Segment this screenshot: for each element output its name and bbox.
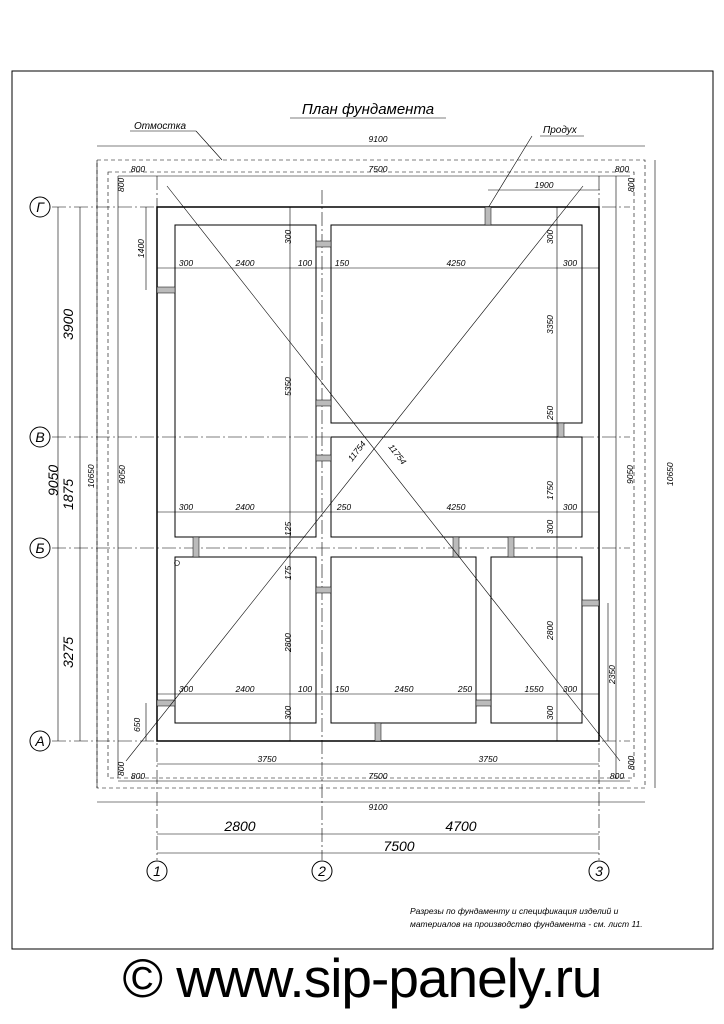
dim-r2-250: 250 bbox=[336, 502, 352, 512]
copyright-watermark: © www.sip-panely.ru bbox=[122, 947, 602, 1009]
dim-250: 250 bbox=[545, 405, 555, 420]
dim-300-bottom-right: 300 bbox=[545, 705, 555, 720]
dim-1900: 1900 bbox=[534, 180, 554, 190]
produh-label: Продух bbox=[543, 125, 577, 136]
dim-9100-top: 9100 bbox=[368, 134, 388, 144]
footnote-line-1: Разрезы по фундаменту и спецификация изделий и bbox=[410, 906, 619, 916]
vent-produh-top bbox=[485, 207, 491, 225]
dim-7500-bottom: 7500 bbox=[368, 771, 388, 781]
dim-125: 125 bbox=[283, 521, 293, 536]
diagonal-2 bbox=[167, 186, 620, 761]
dim-7500-top: 7500 bbox=[368, 164, 388, 174]
dim-800-side-bottom-left: 800 bbox=[116, 761, 126, 776]
dim-r3-2400: 2400 bbox=[235, 684, 255, 694]
dim-4700-bottom: 4700 bbox=[445, 818, 477, 834]
dim-1875: 1875 bbox=[60, 478, 76, 510]
dim-2800-left: 2800 bbox=[283, 633, 293, 652]
vent-right-2 bbox=[582, 600, 599, 606]
dim-r3-300a: 300 bbox=[178, 684, 194, 694]
sheet-frame bbox=[12, 71, 713, 949]
dim-3750-right: 3750 bbox=[478, 754, 498, 764]
plan-title: План фундамента bbox=[301, 101, 435, 118]
dim-r1-300v2: 300 bbox=[545, 229, 555, 244]
dim-r1-2400: 2400 bbox=[235, 258, 255, 268]
axis-label-A: А bbox=[35, 733, 45, 749]
dim-10650-left: 10650 bbox=[86, 464, 96, 488]
dim-9050-left: 9050 bbox=[45, 464, 61, 496]
vent-wall-4 bbox=[316, 587, 331, 593]
cell-top-left bbox=[175, 225, 316, 537]
axis-label-V: В bbox=[35, 429, 45, 445]
dim-2800-right: 2800 bbox=[545, 621, 555, 640]
dim-r1-100: 100 bbox=[297, 258, 313, 268]
vent-wall-5 bbox=[476, 700, 491, 706]
dim-r2-2400: 2400 bbox=[235, 502, 255, 512]
dim-800-bottom-left: 800 bbox=[130, 771, 146, 781]
vent-bottom bbox=[375, 723, 381, 741]
axis-label-G: Г bbox=[36, 199, 44, 215]
otmostka-label: Отмостка bbox=[134, 121, 187, 132]
axis-label-2: 2 bbox=[318, 863, 326, 879]
axis-label-1: 1 bbox=[153, 863, 161, 879]
dim-650: 650 bbox=[132, 717, 142, 732]
dim-10650-right: 10650 bbox=[665, 462, 675, 486]
dim-800-top-right: 800 bbox=[614, 164, 630, 174]
dim-2350: 2350 bbox=[607, 665, 617, 684]
dim-800-side-top-right: 800 bbox=[626, 177, 636, 192]
dim-r3-300b: 300 bbox=[562, 684, 578, 694]
otmostka-leader bbox=[196, 131, 222, 160]
dim-800-top-left: 800 bbox=[130, 164, 146, 174]
dim-r2-300a: 300 bbox=[178, 502, 194, 512]
vent-right-1 bbox=[558, 423, 564, 437]
dim-5350: 5350 bbox=[283, 377, 293, 396]
vent-b-3 bbox=[508, 537, 514, 557]
dim-300-bottom-left: 300 bbox=[283, 705, 293, 720]
dim-3900: 3900 bbox=[60, 308, 76, 340]
dim-r1-300b: 300 bbox=[562, 258, 578, 268]
dim-9050-left-inner: 9050 bbox=[117, 465, 127, 484]
dim-175: 175 bbox=[283, 565, 293, 580]
axis-label-3: 3 bbox=[595, 863, 603, 879]
dim-r3-2450: 2450 bbox=[394, 684, 414, 694]
cell-bottom-left bbox=[175, 557, 316, 723]
dim-800-bottom-right: 800 bbox=[609, 771, 625, 781]
diagonal-1 bbox=[126, 186, 583, 761]
dim-r1-150: 150 bbox=[334, 258, 350, 268]
dim-r2-4250: 4250 bbox=[446, 502, 466, 512]
dim-800-side-bottom-right: 800 bbox=[626, 755, 636, 770]
vent-wall-1 bbox=[316, 241, 331, 247]
vent-b-2 bbox=[453, 537, 459, 557]
cell-bottom-right bbox=[491, 557, 582, 723]
dim-r3-250: 250 bbox=[457, 684, 473, 694]
dim-1750: 1750 bbox=[545, 481, 555, 500]
foundation-outer-contour bbox=[157, 207, 599, 741]
dim-r3-100: 100 bbox=[297, 684, 313, 694]
dim-800-side-top-left: 800 bbox=[116, 177, 126, 192]
dim-3275: 3275 bbox=[60, 636, 76, 668]
dim-r1-300v1: 300 bbox=[283, 229, 293, 244]
dim-r1-4250: 4250 bbox=[446, 258, 466, 268]
dim-7500-total: 7500 bbox=[383, 838, 415, 854]
footnote-line-2: материалов на производство фундамента - см. лист 11. bbox=[410, 919, 643, 929]
dim-r2-300b: 300 bbox=[562, 502, 578, 512]
dim-3350: 3350 bbox=[545, 315, 555, 334]
dim-3750-left: 3750 bbox=[257, 754, 277, 764]
dim-300-mid: 300 bbox=[545, 519, 555, 534]
dim-2800-bottom: 2800 bbox=[224, 818, 256, 834]
axis-label-B: Б bbox=[35, 540, 45, 556]
dim-9100-bottom: 9100 bbox=[368, 802, 388, 812]
dim-1400: 1400 bbox=[136, 239, 146, 258]
cell-bottom-middle bbox=[331, 557, 476, 723]
dim-9050-right: 9050 bbox=[625, 465, 635, 484]
dim-r1-300a: 300 bbox=[178, 258, 194, 268]
dim-r3-1550: 1550 bbox=[524, 684, 544, 694]
vent-wall-2 bbox=[316, 400, 331, 406]
dim-diagonal-2: 11754 bbox=[386, 442, 409, 467]
vent-wall-3 bbox=[316, 455, 331, 461]
dim-diagonal-1: 11754 bbox=[345, 438, 368, 464]
vent-left-1 bbox=[157, 287, 175, 293]
vent-b-1 bbox=[193, 537, 199, 557]
dim-r3-150: 150 bbox=[334, 684, 350, 694]
